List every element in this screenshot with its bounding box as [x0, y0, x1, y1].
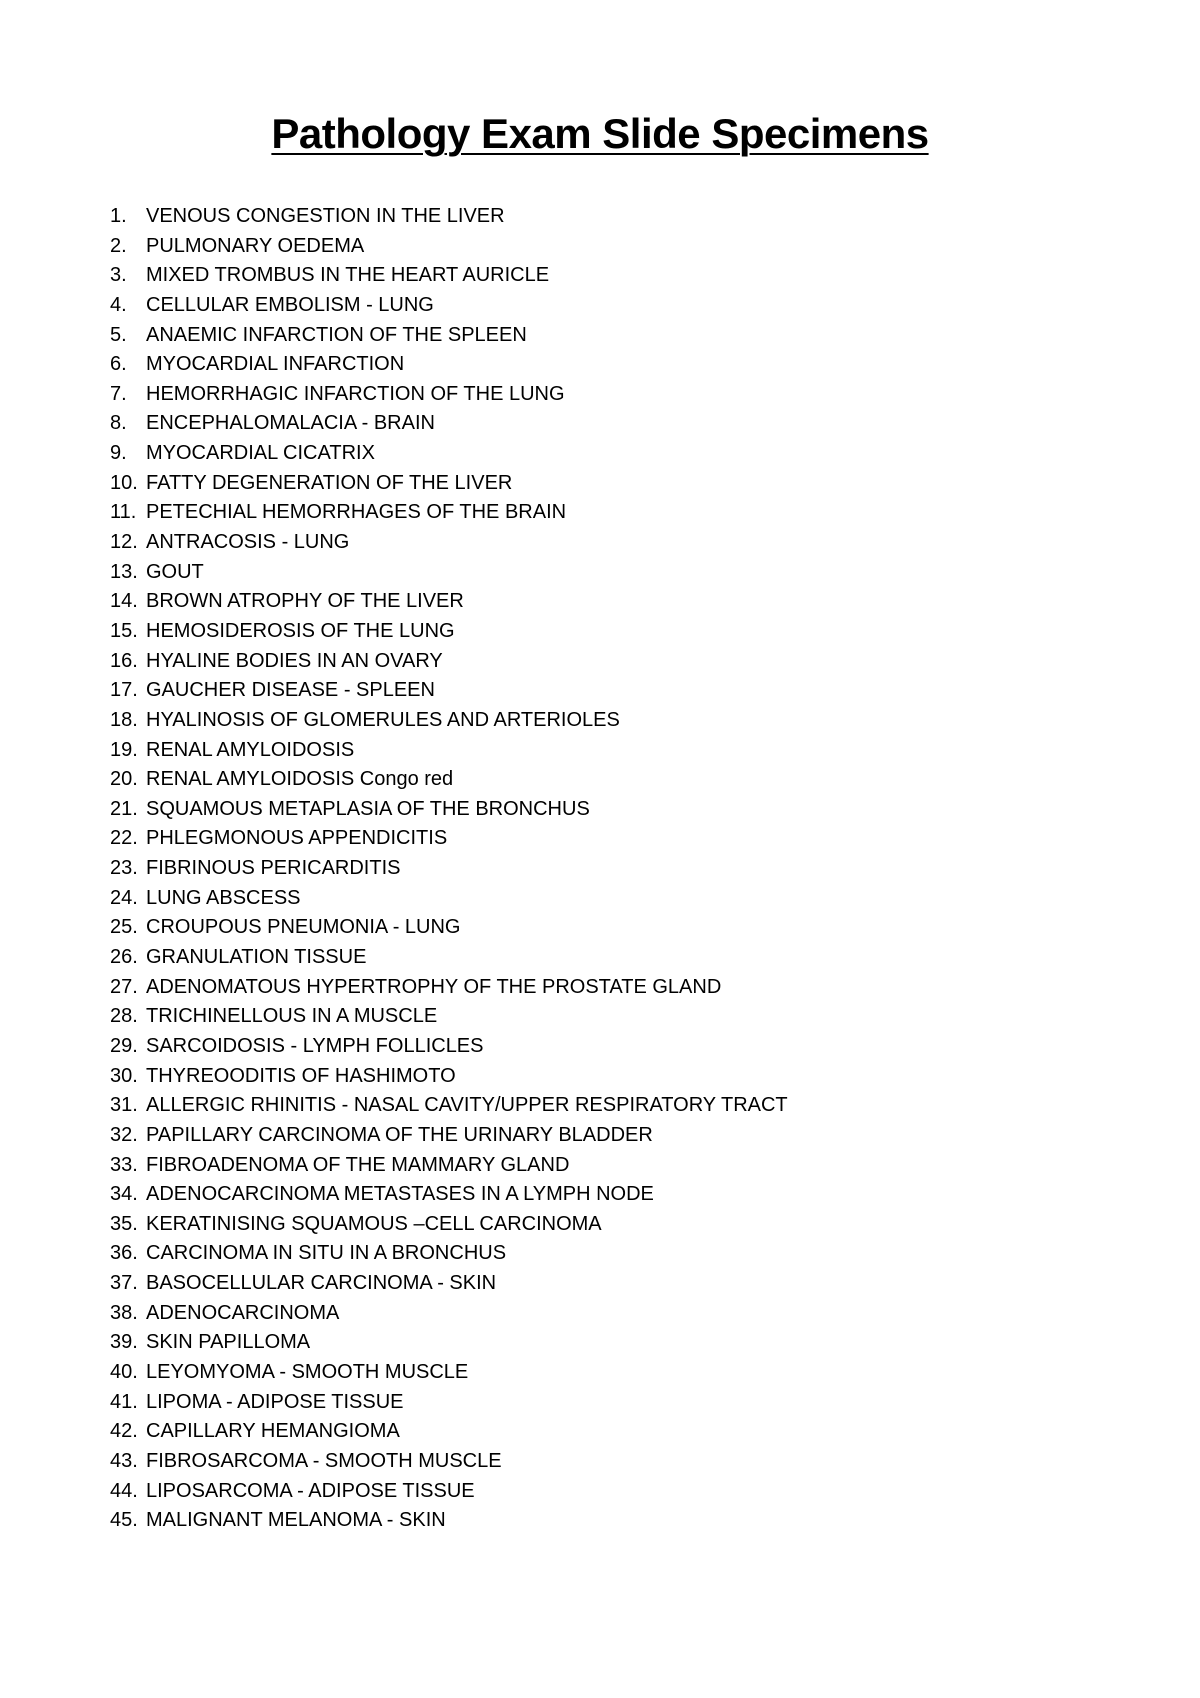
list-item	[110, 1299, 788, 1329]
list-item-number: 32.	[110, 1123, 138, 1146]
list-item-text: HEMORRHAGIC INFARCTION OF THE LUNG	[146, 382, 565, 405]
list-item-text: PAPILLARY CARCINOMA OF THE URINARY BLADDER	[146, 1123, 653, 1146]
list-item	[110, 1506, 788, 1536]
list-item	[110, 291, 788, 321]
list-item-text: SKIN PAPILLOMA	[146, 1331, 311, 1354]
list-item-number: 18.	[110, 708, 138, 731]
list-item-number: 43.	[110, 1449, 138, 1472]
list-item-number: 27.	[110, 975, 138, 998]
list-item-text: KERATINISING SQUAMOUS –CELL CARCINOMA	[146, 1212, 602, 1235]
list-item	[110, 1032, 788, 1062]
list-item	[110, 232, 788, 262]
list-item-number: 22.	[110, 827, 138, 850]
page-title: Pathology Exam Slide Specimens	[271, 110, 929, 158]
list-item-number: 29.	[110, 1034, 138, 1057]
list-item-number: 10.	[110, 471, 138, 494]
list-item-text: ALLERGIC RHINITIS - NASAL CAVITY/UPPER RESPIRATORY TRACT	[146, 1094, 788, 1117]
list-item-text: THYREOODITIS OF HASHIMOTO	[146, 1064, 456, 1087]
list-item-text: FIBROADENOMA OF THE MAMMARY GLAND	[146, 1153, 570, 1176]
list-item-text: VENOUS CONGESTION IN THE LIVER	[146, 205, 505, 227]
list-item-number: 31.	[110, 1094, 138, 1117]
list-item-number: 13.	[110, 560, 138, 583]
list-item	[110, 321, 788, 351]
list-item-text: RENAL AMYLOIDOSIS	[146, 738, 355, 761]
list-item	[110, 1388, 788, 1418]
list-item-number: 6.	[110, 353, 127, 376]
list-item-number: 44.	[110, 1479, 138, 1502]
list-item	[110, 1002, 788, 1032]
list-item-number: 35.	[110, 1212, 138, 1235]
list-item	[110, 1239, 788, 1269]
list-item	[110, 1121, 788, 1151]
list-item	[110, 528, 788, 558]
list-item	[110, 1091, 788, 1121]
list-item	[110, 1151, 788, 1181]
list-item-number: 42.	[110, 1420, 138, 1443]
list-item-text: GOUT	[146, 560, 204, 583]
list-item	[110, 973, 788, 1003]
list-item-number: 8.	[110, 412, 127, 435]
list-item-text: SQUAMOUS METAPLASIA OF THE BRONCHUS	[146, 797, 590, 820]
list-item-number: 17.	[110, 679, 138, 702]
list-item	[110, 498, 788, 528]
list-item	[110, 469, 788, 499]
list-item-text: RENAL AMYLOIDOSIS Congo red	[146, 768, 454, 791]
list-item-number: 3.	[110, 264, 127, 287]
list-item-number: 2.	[110, 234, 127, 257]
list-item-number: 38.	[110, 1301, 138, 1324]
list-item-number: 20.	[110, 768, 138, 791]
list-item	[110, 676, 788, 706]
list-item	[110, 854, 788, 884]
list-item-text: ANTRACOSIS - LUNG	[146, 531, 350, 554]
list-item-text: PULMONARY OEDEMA	[146, 234, 365, 257]
list-item-text: HYALINOSIS OF GLOMERULES AND ARTERIOLES	[146, 708, 620, 731]
list-item-number: 39.	[110, 1331, 138, 1354]
list-item-text: LEYOMYOMA - SMOOTH MUSCLE	[146, 1360, 469, 1383]
list-item	[110, 380, 788, 410]
list-item-number: 12.	[110, 531, 138, 554]
list-item	[110, 1210, 788, 1240]
list-item-number: 36.	[110, 1242, 138, 1265]
list-item	[110, 558, 788, 588]
list-item-text: BASOCELLULAR CARCINOMA - SKIN	[146, 1272, 497, 1295]
list-item	[110, 1358, 788, 1388]
list-item-text: CARCINOMA IN SITU IN A BRONCHUS	[146, 1242, 507, 1265]
list-item	[110, 350, 788, 380]
list-item	[110, 647, 788, 677]
list-item-number: 41.	[110, 1390, 138, 1413]
list-item	[110, 1417, 788, 1447]
list-item-text: GAUCHER DISEASE - SPLEEN	[146, 679, 435, 702]
list-item-number: 19.	[110, 738, 138, 761]
specimen-list	[110, 202, 788, 1536]
list-item-number: 37.	[110, 1272, 138, 1295]
list-item-text: LIPOSARCOMA - ADIPOSE TISSUE	[146, 1479, 475, 1502]
list-item	[110, 202, 788, 232]
list-item-text: LUNG ABSCESS	[146, 886, 301, 909]
list-item-text: ENCEPHALOMALACIA - BRAIN	[146, 412, 435, 435]
list-item-text: MALIGNANT MELANOMA - SKIN	[146, 1509, 446, 1532]
list-item-text: HYALINE BODIES IN AN OVARY	[146, 649, 443, 672]
list-item-number: 23.	[110, 857, 138, 880]
list-item-number: 21.	[110, 797, 138, 820]
list-item-text: MYOCARDIAL INFARCTION	[146, 353, 405, 376]
list-item	[110, 1269, 788, 1299]
list-item-text: ADENOMATOUS HYPERTROPHY OF THE PROSTATE GLAND	[146, 975, 722, 998]
list-item	[110, 1477, 788, 1507]
list-item	[110, 765, 788, 795]
list-item	[110, 1328, 788, 1358]
list-item-number: 33.	[110, 1153, 138, 1176]
list-item-text: ADENOCARCINOMA METASTASES IN A LYMPH NODE	[146, 1183, 654, 1206]
list-item	[110, 439, 788, 469]
list-item	[110, 913, 788, 943]
list-item-text: MYOCARDIAL CICATRIX	[146, 442, 375, 465]
list-item-text: SARCOIDOSIS - LYMPH FOLLICLES	[146, 1034, 484, 1057]
list-item-text: BROWN ATROPHY OF THE LIVER	[146, 590, 464, 613]
list-item	[110, 261, 788, 291]
list-item-number: 11.	[110, 501, 137, 524]
list-item-text: CELLULAR EMBOLISM - LUNG	[146, 293, 434, 316]
list-item-text: FIBROSARCOMA - SMOOTH MUSCLE	[146, 1449, 502, 1472]
list-item	[110, 736, 788, 766]
list-item-number: 4.	[110, 293, 127, 316]
list-item	[110, 409, 788, 439]
list-item-text: LIPOMA - ADIPOSE TISSUE	[146, 1390, 404, 1413]
list-item	[110, 706, 788, 736]
list-item-number: 45.	[110, 1509, 138, 1532]
list-item	[110, 884, 788, 914]
list-item	[110, 795, 788, 825]
list-item	[110, 617, 788, 647]
list-item-text: GRANULATION TISSUE	[146, 946, 367, 969]
list-item-number: 9.	[110, 442, 127, 465]
list-item	[110, 1447, 788, 1477]
list-item	[110, 943, 788, 973]
list-item	[110, 824, 788, 854]
list-item-text: PHLEGMONOUS APPENDICITIS	[146, 827, 448, 850]
list-item-number: 1.	[110, 205, 127, 227]
list-item-number: 5.	[110, 323, 127, 346]
list-item-number: 40.	[110, 1360, 138, 1383]
list-item-number: 15.	[110, 619, 138, 642]
list-item-number: 28.	[110, 1005, 138, 1028]
list-item-text: TRICHINELLOUS IN A MUSCLE	[146, 1005, 438, 1028]
list-item-number: 14.	[110, 590, 138, 613]
list-item-text: MIXED TROMBUS IN THE HEART AURICLE	[146, 264, 550, 287]
list-item-number: 25.	[110, 916, 138, 939]
list-item-number: 30.	[110, 1064, 138, 1087]
list-item	[110, 1180, 788, 1210]
list-item-text: HEMOSIDEROSIS OF THE LUNG	[146, 619, 455, 642]
list-item	[110, 1062, 788, 1092]
list-item-text: CAPILLARY HEMANGIOMA	[146, 1420, 400, 1443]
list-item-number: 16.	[110, 649, 138, 672]
list-item-number: 34.	[110, 1183, 138, 1206]
list-item-text: PETECHIAL HEMORRHAGES OF THE BRAIN	[146, 501, 567, 524]
list-item	[110, 587, 788, 617]
list-item-text: ADENOCARCINOMA	[146, 1301, 340, 1324]
list-item-text: FIBRINOUS PERICARDITIS	[146, 857, 401, 880]
list-item-text: ANAEMIC INFARCTION OF THE SPLEEN	[146, 323, 527, 346]
list-item-text: CROUPOUS PNEUMONIA - LUNG	[146, 916, 461, 939]
list-item-number: 26.	[110, 946, 138, 969]
list-item-text: FATTY DEGENERATION OF THE LIVER	[146, 471, 513, 494]
list-item-number: 24.	[110, 886, 138, 909]
list-item-number: 7.	[110, 382, 127, 405]
